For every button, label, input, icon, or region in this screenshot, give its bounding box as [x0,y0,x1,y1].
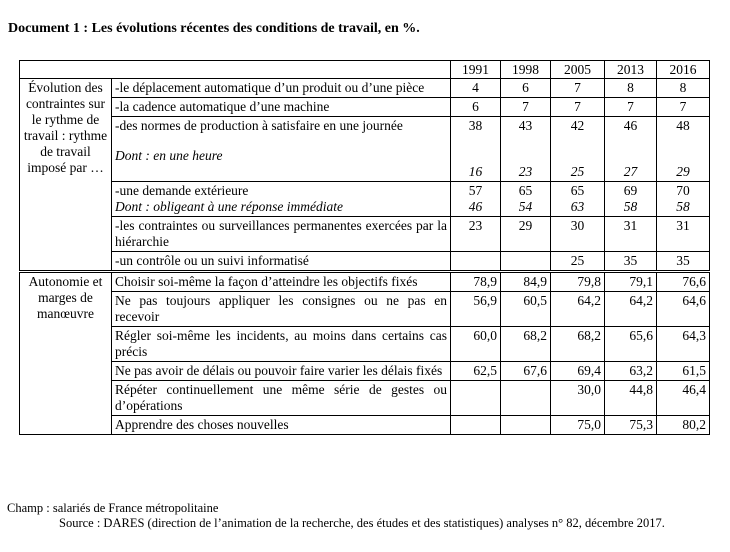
table-row [20,327,710,362]
table-cell [657,182,710,217]
table-cell: 6 [501,79,551,98]
table-cell: 75,0 [551,416,605,435]
table-cell: 68,2 [551,327,605,362]
table-cell: 64,3 [657,327,710,362]
table-cell: 69,4 [551,362,605,381]
table-cell: 8 [657,79,710,98]
header-blank [20,61,451,79]
cell-main: 70 [676,183,690,198]
row-label: -un contrôle ou un suivi informatisé [112,252,451,272]
table-cell: 64,6 [657,292,710,327]
row-sublabel: Dont : en une heure [115,148,223,163]
cell-sub: 16 [468,164,483,179]
cell-sub: 54 [518,199,533,214]
table-cell [451,117,501,182]
table-cell [551,117,605,182]
table-cell: 62,5 [451,362,501,381]
table-row [20,182,710,217]
cell-sub: 25 [570,164,585,179]
table-cell: 56,9 [451,292,501,327]
table-row [20,272,710,292]
table-cell [657,117,710,182]
footer-source: Source : DARES (direction de l’animation de la recherche, des études et des statistiques) analyses n° 82, décembre 2017. [59,516,665,530]
cell-main: 46 [623,118,638,133]
row-label [112,182,451,217]
cell-sub: 58 [623,199,638,214]
table-cell: 64,2 [605,292,657,327]
row-label: -les contraintes ou surveillances permanentes exercées par la hiérarchie [112,217,451,252]
row-label-main: -une demande extérieure [115,183,249,198]
table-cell: 35 [657,252,710,272]
table-cell: 31 [605,217,657,252]
row-label [112,117,451,182]
cell-main: 69 [623,183,638,198]
table-cell [501,252,551,272]
table-cell: 31 [657,217,710,252]
table-cell [451,416,501,435]
document-title: Document 1 : Les évolutions récentes des conditions de travail, en %. [8,21,420,36]
cell-sub: 58 [676,199,690,214]
cell-sub: 23 [518,164,533,179]
table-row [20,217,710,252]
table-cell: 25 [551,252,605,272]
table-cell: 65,6 [605,327,657,362]
table-row [20,292,710,327]
table-cell [451,381,501,416]
table-cell [451,182,501,217]
table-cell: 30,0 [551,381,605,416]
table-cell [551,182,605,217]
working-conditions-table [19,60,710,435]
cell-sub: 46 [468,199,483,214]
table-cell: 80,2 [657,416,710,435]
table-cell: 68,2 [501,327,551,362]
table-cell: 44,8 [605,381,657,416]
row-label: Ne pas avoir de délais ou pouvoir faire varier les délais fixés [112,362,451,381]
cell-sub: 63 [570,199,585,214]
row-label: Régler soi-même les incidents, au moins dans certains cas précis [112,327,451,362]
table-cell: 75,3 [605,416,657,435]
table-cell [501,381,551,416]
row-label: -le déplacement automatique d’un produit ou d’une pièce [112,79,451,98]
table-row [20,79,710,98]
cell-main: 48 [676,118,690,133]
cell-main: 43 [518,118,533,133]
table-cell [605,117,657,182]
table-cell [501,117,551,182]
row-label: Répéter continuellement une même série de gestes ou d’opérations [112,381,451,416]
table-row [20,416,710,435]
table-cell: 79,8 [551,272,605,292]
table-cell: 64,2 [551,292,605,327]
table-cell: 7 [501,98,551,117]
table-cell: 23 [451,217,501,252]
group-label-contraintes: Évolution des contraintes sur le rythme de travail : rythme de travail imposé par … [20,79,112,272]
table-cell: 35 [605,252,657,272]
year-header: 1991 [451,61,501,79]
row-label-main: -des normes de production à satisfaire en une journée [115,118,403,133]
table-cell [451,252,501,272]
cell-main: 38 [468,118,483,133]
table-cell: 29 [501,217,551,252]
cell-main: 65 [570,183,585,198]
table-row [20,252,710,272]
table-cell: 76,6 [657,272,710,292]
table-cell: 4 [451,79,501,98]
group-label-autonomie: Autonomie et marges de manœuvre [20,272,112,435]
year-header: 2016 [657,61,710,79]
table-cell [501,182,551,217]
table-row [20,381,710,416]
row-label: Ne pas toujours appliquer les consignes ou ne pas en recevoir [112,292,451,327]
year-header: 2005 [551,61,605,79]
table-row [20,362,710,381]
table-cell: 7 [657,98,710,117]
table-cell: 84,9 [501,272,551,292]
cell-main: 42 [570,118,585,133]
table-cell [605,182,657,217]
cell-sub: 27 [623,164,638,179]
cell-main: 65 [518,183,533,198]
row-label: Apprendre des choses nouvelles [112,416,451,435]
table-cell: 7 [551,79,605,98]
table-cell: 63,2 [605,362,657,381]
table-cell: 60,5 [501,292,551,327]
table-cell: 79,1 [605,272,657,292]
table-row [20,117,710,182]
table-cell [501,416,551,435]
row-label: Choisir soi-même la façon d’atteindre les objectifs fixés [112,272,451,292]
year-header: 1998 [501,61,551,79]
table-cell: 46,4 [657,381,710,416]
year-header: 2013 [605,61,657,79]
cell-sub: 29 [676,164,690,179]
table-cell: 78,9 [451,272,501,292]
table-cell: 61,5 [657,362,710,381]
table-cell: 6 [451,98,501,117]
table-cell: 8 [605,79,657,98]
footer-champ: Champ : salariés de France métropolitaine [7,501,219,515]
table-cell: 60,0 [451,327,501,362]
header-row [20,61,710,79]
table-cell: 7 [605,98,657,117]
table-cell: 7 [551,98,605,117]
table-row [20,98,710,117]
table-cell: 67,6 [501,362,551,381]
table-cell: 30 [551,217,605,252]
row-label: -la cadence automatique d’une machine [112,98,451,117]
cell-main: 57 [468,183,483,198]
row-sublabel: Dont : obligeant à une réponse immédiate [115,199,343,214]
